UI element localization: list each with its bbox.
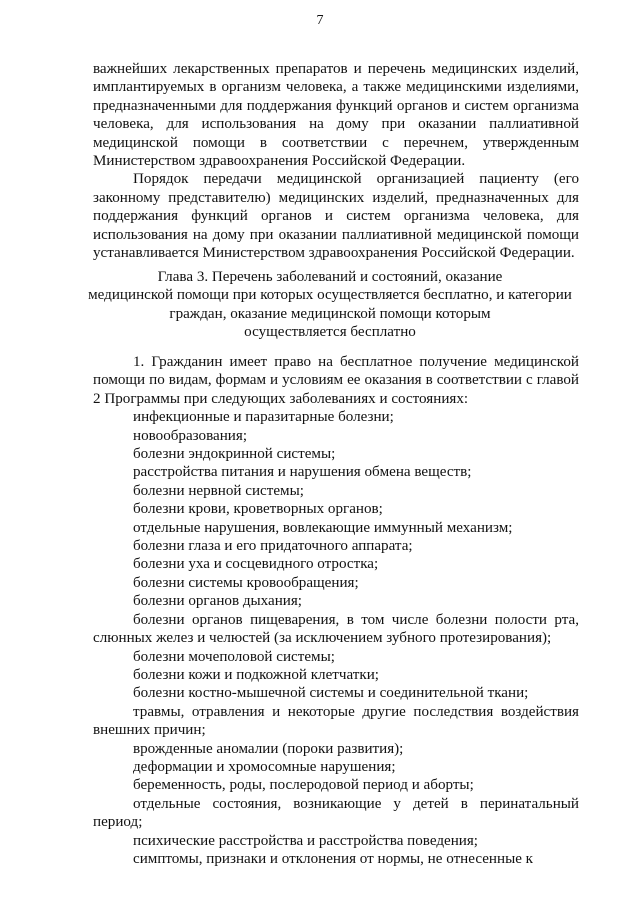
list-item: расстройства питания и нарушения обмена веществ;	[133, 464, 472, 481]
list-item: болезни нервной системы;	[133, 482, 304, 499]
list-item: новообразования;	[133, 427, 248, 444]
list-item: болезни органов пищеварения, в том числе болезни полости рта, слюнных желез и челюстей (за исключением зубного протезирования);	[93, 611, 579, 647]
list-item: болезни системы кровообращения;	[133, 574, 359, 591]
list-item: болезни мочеполовой системы;	[133, 648, 335, 665]
list-item: болезни эндокринной системы;	[133, 446, 336, 463]
chapter-heading-line-3: граждан, оказание медицинской помощи которым	[169, 305, 491, 322]
intro-section	[93, 60, 579, 262]
chapter-heading-line-2: медицинской помощи при которых осуществляется бесплатно, и категории	[88, 287, 572, 304]
list-item: беременность, роды, послеродовой период и аборты;	[133, 777, 474, 794]
chapter-heading-line-1: Глава 3. Перечень заболеваний и состояний, оказание	[157, 269, 503, 285]
list-item: болезни крови, кроветворных органов;	[133, 501, 383, 518]
intro-paragraph-2: Порядок передачи медицинской организацией пациенту (его законному представителю) медицинских изделий, предназначенных для поддержания функций органов и систем организма человека, для использования на дому при оказании паллиативной медицинской помощи устанавливается Министерством здравоохранения Российской Федерации.	[93, 171, 579, 262]
list-item: болезни костно-мышечной системы и соединительной ткани;	[133, 685, 529, 702]
chapter-heading-line-4: осуществляется бесплатно	[244, 324, 416, 341]
list-item: инфекционные и паразитарные болезни;	[133, 409, 394, 426]
list-item: психические расстройства и расстройства поведения;	[133, 832, 478, 849]
list-item: болезни кожи и подкожной клетчатки;	[133, 666, 379, 683]
list-item: болезни глаза и его придаточного аппарата;	[133, 538, 413, 555]
list-item: отдельные состояния, возникающие у детей в перинатальный период;	[93, 795, 579, 831]
list-item: врожденные аномалии (пороки развития);	[133, 740, 404, 757]
list-item: болезни органов дыхания;	[133, 593, 303, 610]
list-item: симптомы, признаки и отклонения от нормы, не отнесенные к	[133, 850, 534, 867]
list-item: деформации и хромосомные нарушения;	[133, 758, 396, 775]
conditions-section	[93, 353, 579, 868]
list-item: болезни уха и сосцевидного отростка;	[133, 556, 379, 573]
list-item: травмы, отравления и некоторые другие последствия воздействия внешних причин;	[93, 703, 579, 739]
intro-paragraph-1: важнейших лекарственных препаратов и перечень медицинских изделий, имплантируемых в организм человека, а также медицинскими изделиями, предназначенными для поддержания функций органов и систем организма человека, для использования на дому при оказании паллиативной медицинской помощи в соответствии с перечнем, утвержденным Министерством здравоохранения Российской Федерации.	[93, 61, 579, 170]
chapter-heading	[80, 268, 580, 342]
section-intro: 1. Гражданин имеет право на бесплатное получение медицинской помощи по видам, формам и условиям ее оказания в соответствии с главой 2 Программы при следующих заболеваниях и состояниях:	[93, 354, 579, 407]
list-item: отдельные нарушения, вовлекающие иммунный механизм;	[133, 519, 513, 536]
page-number: 7	[316, 13, 324, 28]
